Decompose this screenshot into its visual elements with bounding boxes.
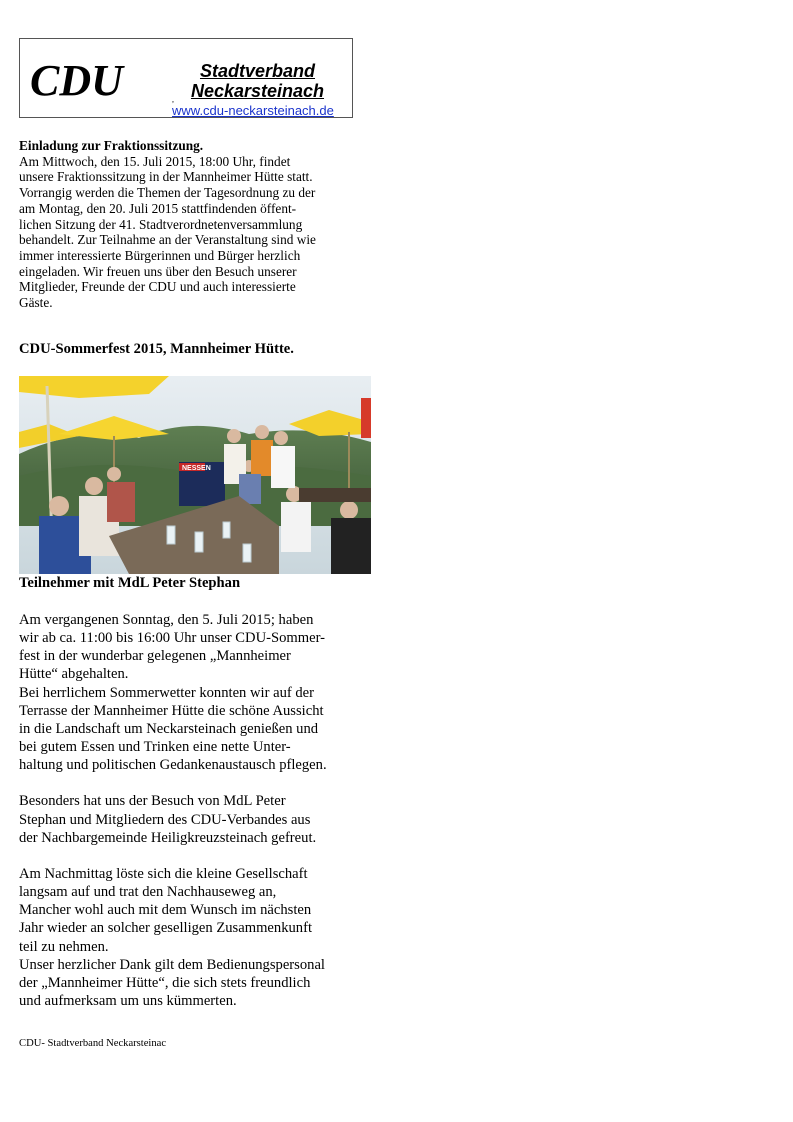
page-footer: CDU- Stadtverband Neckarsteinac [19, 1038, 167, 1049]
website-link[interactable]: www.cdu-neckarsteinach.de [172, 103, 334, 118]
cdu-logo-text: CDU [30, 56, 123, 105]
photo-banner-text: NESSEN [182, 465, 211, 472]
stray-mark: , [172, 95, 174, 104]
summerfest-photo [19, 376, 371, 574]
invitation-section [19, 138, 364, 311]
invitation-body: Am Mittwoch, den 15. Juli 2015, 18:00 Uhr, findet unsere Fraktionssitzung in der Mannheimer Hütte statt. Vorrangig werden die Themen der Tagesordnung zu der am Montag, den 20. Juli 2015 stattfindenden öffent- lichen Sitzung der 41. Stadtverordnetenversammlung behandelt. Zur Teilnahme an der Veranstaltung sind wie immer interessierte Bürgerinnen und Bürger herzlich eingeladen. Wir freuen uns über den Besuch unserer Mitglieder, Freunde der CDU und auch interessierte Gäste. [19, 153, 316, 311]
letterhead-box [19, 38, 353, 118]
report-paragraph: Am Nachmittag löste sich die kleine Gesellschaft langsam auf und trat den Nachhauseweg an, Mancher wohl auch mit dem Wunsch im nächsten Jahr wieder an solcher geselligen Zusammenkunft teil zu nehmen. Unser herzlicher Dank gilt dem Bedienungspersonal der „Mannheimer Hütte“, die sich stets freundlich und aufmerksam um uns kümmerten. [19, 865, 325, 1009]
report-paragraph: Besonders hat uns der Besuch von MdL Peter Stephan und Mitgliedern des CDU-Verbandes aus der Nachbargemeinde Heiligkreuzsteinach gefreut. [19, 793, 317, 846]
report-paragraph: Am vergangenen Sonntag, den 5. Juli 2015; haben wir ab ca. 11:00 bis 16:00 Uhr unser CDU-Sommer- fest in der wunderbar gelegenen „Mannheimer Hütte“ abgehalten. Bei herrlichem Sommerwetter konnten wir auf der Terrasse der Mannheimer Hütte die schöne Aussicht in die Landschaft um Neckarsteinach genießen und bei gutem Essen und Trinken eine nette Unter- haltung und politischen Gedankenaustausch pflegen. [19, 612, 327, 774]
summerfest-title: CDU-Sommerfest 2015, Mannheimer Hütte. [19, 341, 294, 357]
organization-line-2: Neckarsteinach [190, 81, 325, 101]
organization-line-1: Stadtverband [199, 61, 316, 81]
photo-caption: Teilnehmer mit MdL Peter Stephan [19, 575, 241, 591]
invitation-title: Einladung zur Fraktionssitzung. [19, 138, 204, 153]
organization-name [170, 61, 345, 101]
summerfest-report [19, 611, 369, 1028]
